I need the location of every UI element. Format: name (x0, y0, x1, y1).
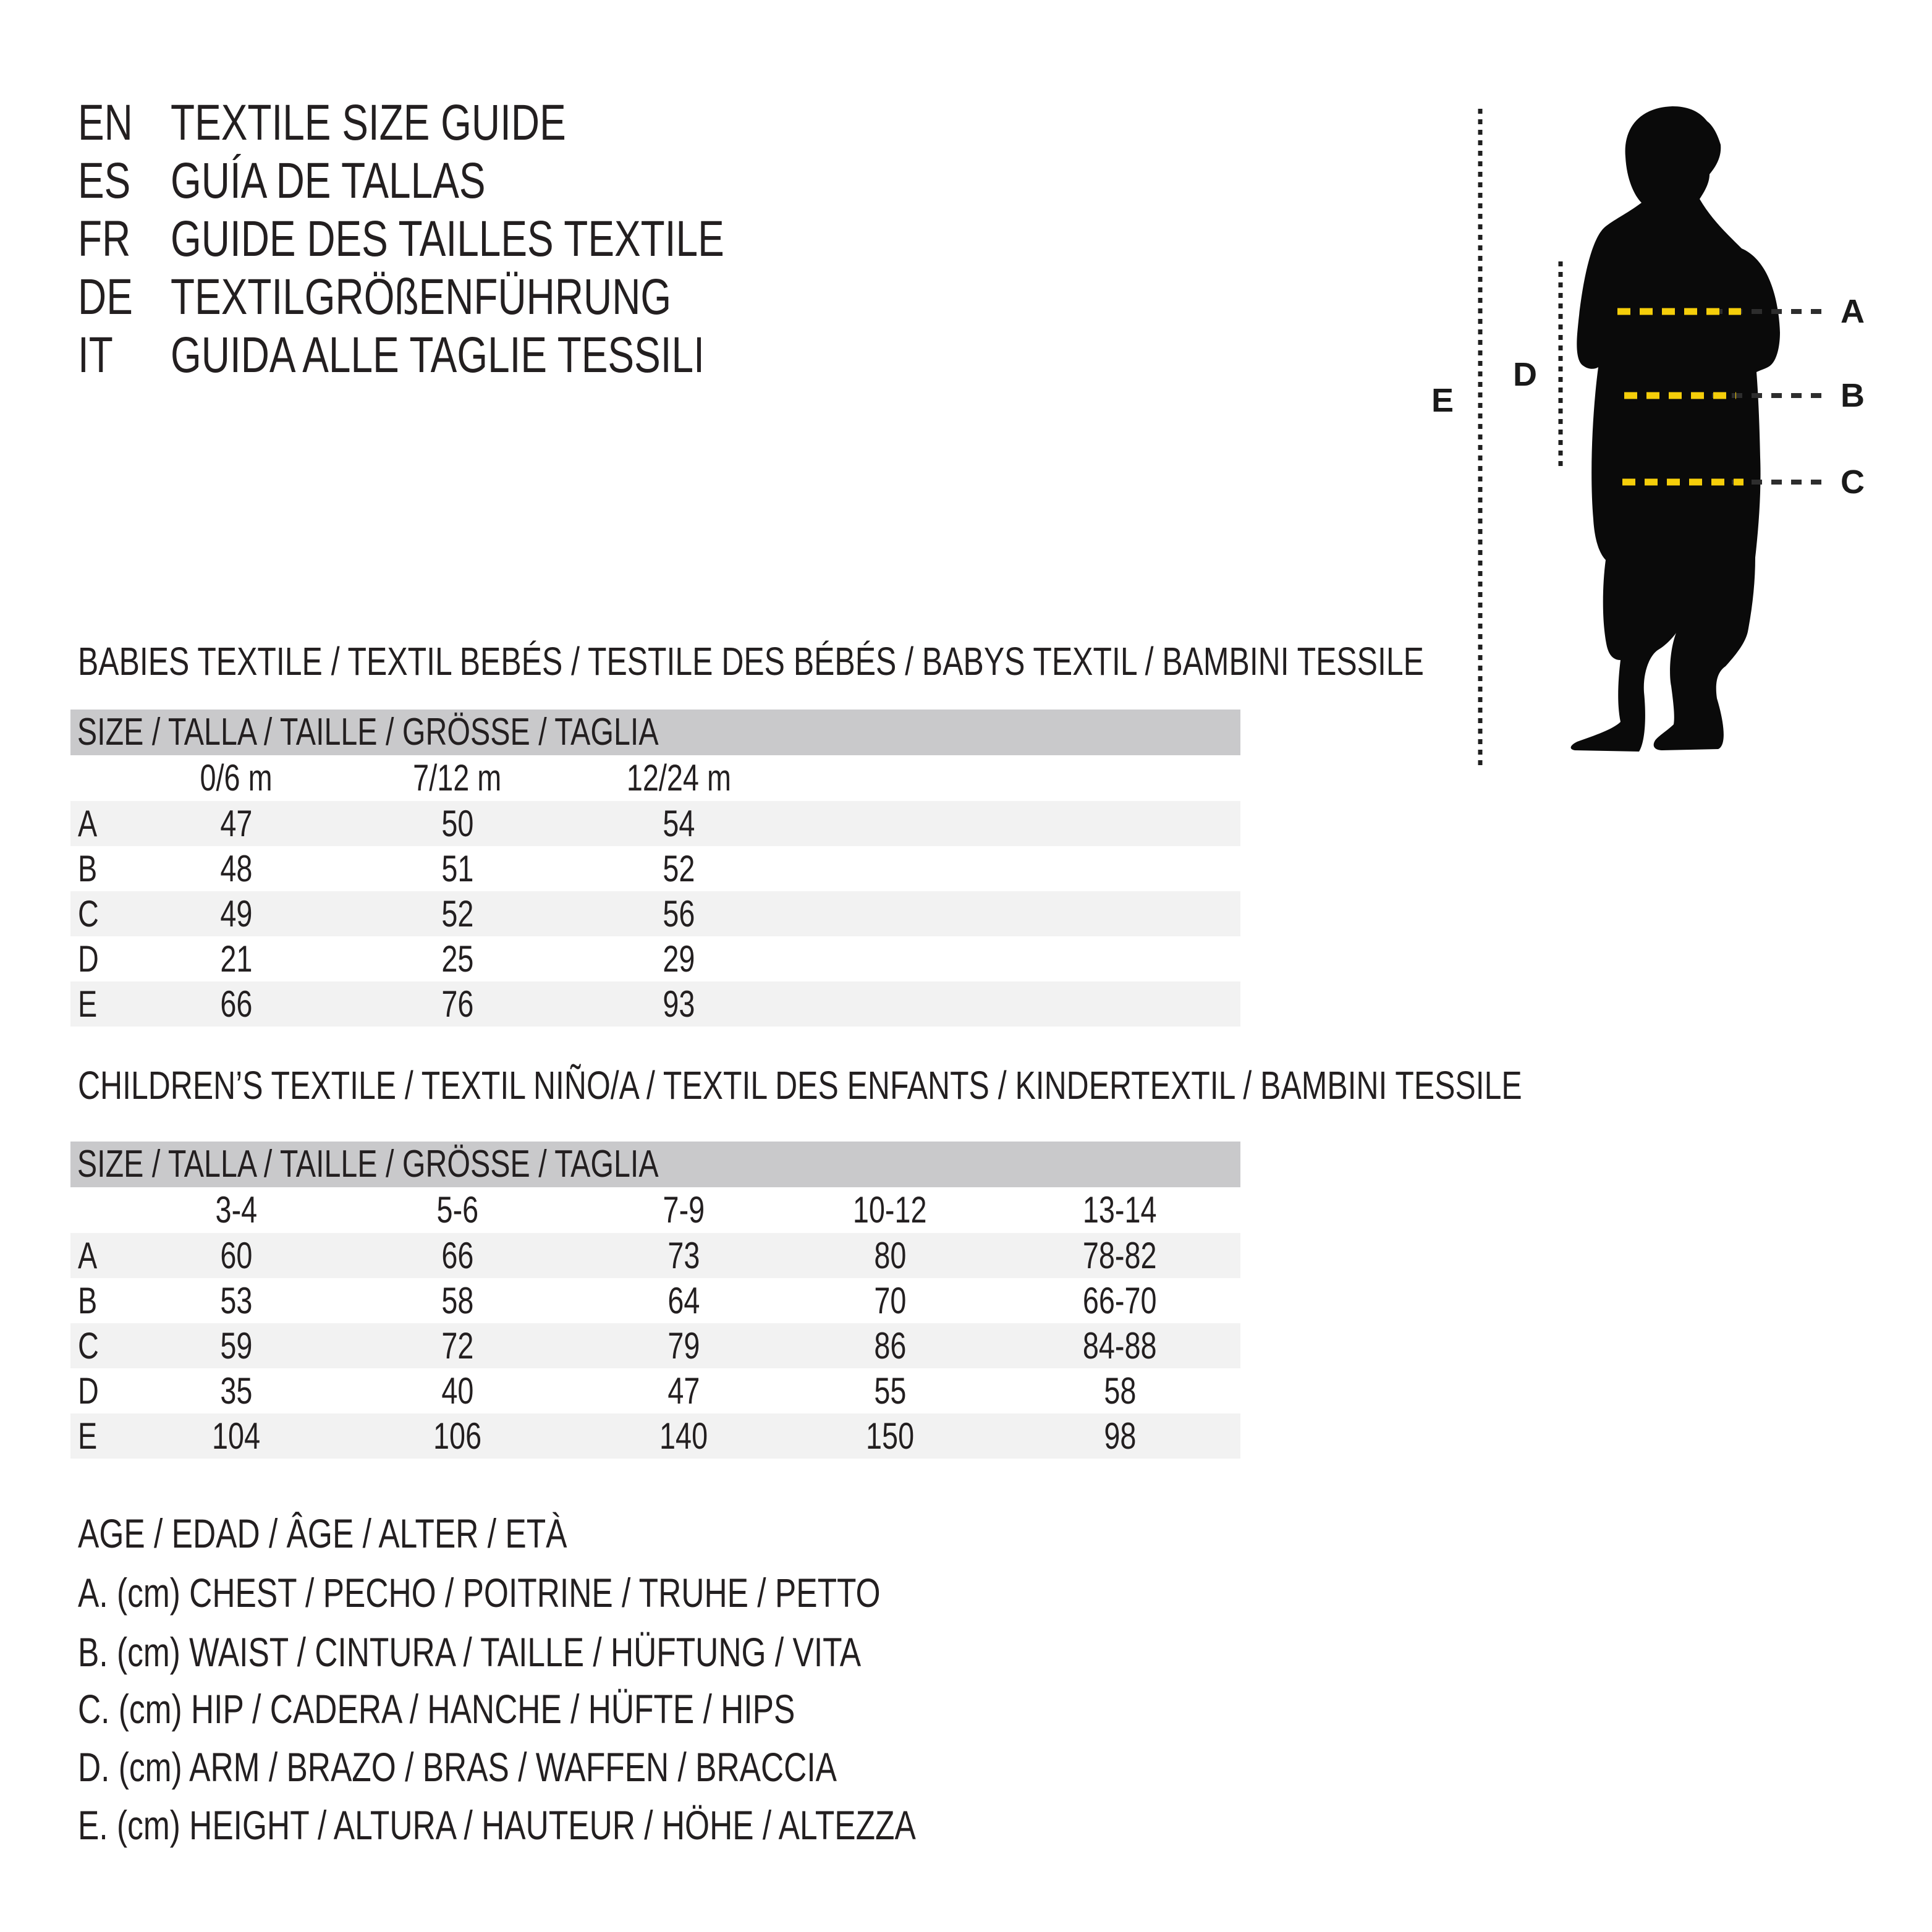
table-row: D 21 25 29 (78, 938, 695, 980)
table-row: E 66 76 93 (70, 981, 1240, 1027)
col-header: 7/12 m (413, 757, 502, 799)
children-size-table (70, 1142, 1240, 1459)
children-section-title: CHILDREN’S TEXTILE / TEXTIL NIÑO/A / TEXTIL DES ENFANTS / KINDERTEXTIL / BAMBINI TESSILE (78, 1063, 1522, 1108)
legend-arm: D. (cm) ARM / BRAZO / BRAS / WAFFEN / BRACCIA (78, 1744, 837, 1790)
guide-title: TEXTILGRÖßENFÜHRUNG (171, 269, 672, 325)
children-size-header-bar (70, 1142, 1240, 1187)
lang-code: IT (78, 327, 113, 383)
babies-size-table (70, 710, 1240, 1027)
guide-title: GUÍA DE TALLAS (171, 153, 486, 209)
lang-code: DE (78, 269, 133, 325)
label-arm-d: D (1513, 356, 1537, 393)
table-row: A 60 66 73 80 78-82 (70, 1233, 1240, 1278)
size-header-label: SIZE / TALLA / TAILLE / GRÖSSE / TAGLIA (77, 711, 659, 753)
col-header: 10-12 (853, 1189, 927, 1231)
label-waist-b: B (1841, 377, 1865, 414)
legend-age: AGE / EDAD / ÂGE / ALTER / ETÀ (78, 1510, 567, 1556)
measurement-diagram (1421, 93, 1891, 785)
babies-section-title: BABIES TEXTILE / TEXTIL BEBÉS / TESTILE DES BÉBÉS / BABYS TEXTIL / BAMBINI TESSILE (78, 639, 1424, 684)
col-header: 3-4 (215, 1189, 257, 1231)
guide-title: GUIDE DES TAILLES TEXTILE (171, 211, 724, 267)
label-height-e: E (1431, 382, 1454, 419)
lang-code: ES (78, 153, 131, 209)
col-header: 12/24 m (626, 757, 731, 799)
table-row: D 35 40 47 55 58 (78, 1370, 1137, 1412)
children-column-headers (70, 1187, 1240, 1233)
legend-chest: A. (cm) CHEST / PECHO / POITRINE / TRUHE / PETTO (78, 1570, 881, 1616)
table-row: B 53 58 64 70 66-70 (78, 1280, 1157, 1321)
table-row: B 48 51 52 (78, 848, 695, 889)
babies-size-header-bar (70, 710, 1240, 755)
label-chest-a: A (1841, 293, 1865, 330)
label-hip-c: C (1841, 464, 1865, 501)
table-row: C 59 72 79 86 84-88 (70, 1323, 1240, 1368)
guide-title: TEXTILE SIZE GUIDE (171, 95, 566, 151)
lang-code: EN (78, 95, 133, 151)
legend-waist: B. (cm) WAIST / CINTURA / TAILLE / HÜFTUNG / VITA (78, 1629, 862, 1675)
table-row: C 49 52 56 (70, 891, 1240, 936)
size-header-label: SIZE / TALLA / TAILLE / GRÖSSE / TAGLIA (77, 1143, 659, 1185)
legend-hip: C. (cm) HIP / CADERA / HANCHE / HÜFTE / HIPS (78, 1686, 795, 1732)
col-header: 0/6 m (200, 757, 273, 799)
col-header: 13-14 (1083, 1189, 1157, 1231)
lang-code: FR (78, 211, 131, 267)
table-row: E 104 106 140 150 98 (70, 1413, 1240, 1459)
table-row: A 47 50 54 (70, 801, 1240, 846)
col-header: 7-9 (663, 1189, 705, 1231)
legend-height: E. (cm) HEIGHT / ALTURA / HAUTEUR / HÖHE / ALTEZZA (78, 1802, 916, 1848)
babies-column-headers (70, 755, 1240, 801)
col-header: 5-6 (436, 1189, 478, 1231)
guide-title: GUIDA ALLE TAGLIE TESSILI (171, 327, 705, 383)
